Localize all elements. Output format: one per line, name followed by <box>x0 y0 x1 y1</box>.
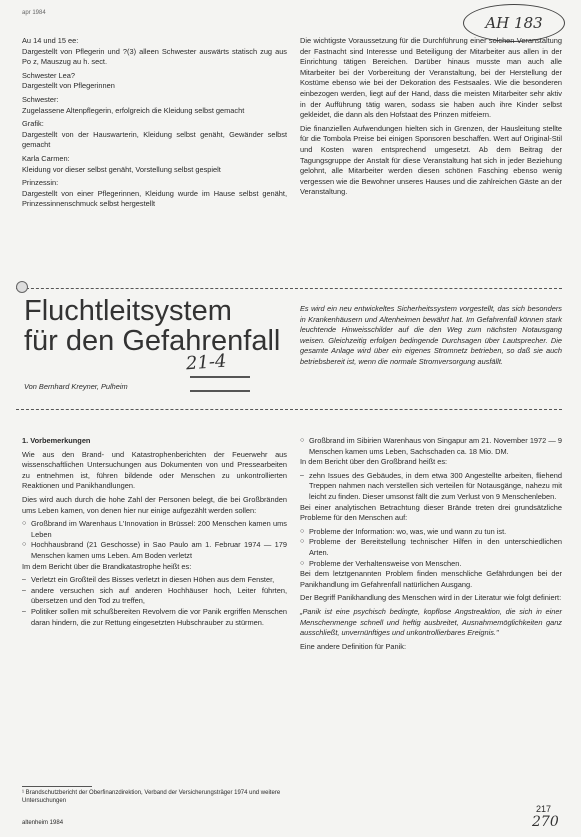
top-left-column <box>22 36 287 213</box>
footer-page-number: 217 <box>536 804 552 814</box>
report-list <box>22 575 287 628</box>
role-label: Karla Carmen: <box>22 153 70 163</box>
body-paragraph: Im dem Bericht über die Brandkatastrophe heißt es: <box>22 561 192 571</box>
list-item: ○ Probleme der Information: wo, was, wie und wann zu tun ist. <box>300 527 562 538</box>
role-description: Dargestellt von der Hauswarterin, Kleidung selbst genäht, Gewänder selbst gemacht <box>22 129 287 150</box>
top-right-paragraph: Die wichtigste Voraussetzung für die Durchführung einer solchen Veranstaltung der Fastnacht sind Interesse und Beteiligung der Mitarbeiter aus allen in der Einrichtung tätigen Bereichen. Darüber hinaus musste man auch alle Mitarbeiter bei der Vorbereitung der Veranstaltung, bei der Herstellung der Kostüme ebenso wie bei der Dekoration des Festsaales. Wie die besonderen einbezogen werden, liegt auf der Hand, dass die meisten Mitarbeiter sehr aktiv in der Aufführung tätig waren, sodass sie haben auch ihre Kinder selbst gekleidet, die dann als den Hofstaat des Prinzen mitfeiern. <box>300 36 562 120</box>
list-item: – Politiker sollen mit schußbereiten Revolvern die vor Panik ergriffen Menschen daran hindern, die zur Rettung eingesetzten Hubschrauber zu stürmen. <box>22 607 287 628</box>
footer-journal: altenheim 1984 <box>22 820 64 826</box>
handwritten-page-ref: 21-4 <box>185 350 228 375</box>
body-paragraph: Bei dem letztgenannten Problem finden menschliche Gefährdungen bei der Panikhandlung im Gefahrenfall natürlichen Ausgang. <box>300 569 562 589</box>
archive-stamp: AH 183 <box>463 4 565 42</box>
role-description: Kleidung vor dieser selbst genäht, Vorstellung selbst gespielt <box>22 164 221 174</box>
casualty-list <box>300 436 562 457</box>
list-item: – Verletzt ein Großteil des Bisses verletzt in diesen Höhen aus dem Fenster, <box>22 575 287 586</box>
list-item: ○ Probleme der Bereitstellung technischer Hilfen in den unterschiedlichen Arten. <box>300 537 562 558</box>
report-list <box>300 471 562 503</box>
body-paragraph: Dies wird auch durch die hohe Zahl der Personen belegt, die bei Großbränden ums Leben kamen, von denen hier nur einige aufgezählt werden sollen: <box>22 494 287 515</box>
author-line: Von Bernhard Kreyner, Pulheim <box>24 382 128 391</box>
list-item: – zehn Issues des Gebäudes, in dem etwa 300 Angestellte arbeiten, fliehend Treppen nahmen nach verstellen sich verteilen für Notausgänge, nahezu mit leicht zu finden. Dieser umsonst fällt die zum Verlust von 9 Menschenleben. <box>300 471 562 503</box>
top-right-column <box>300 36 562 198</box>
list-item: ○ Probleme der Verhaltensweise von Menschen. <box>300 559 562 570</box>
footnote: ¹ Brandschutzbericht der Oberfinanzdirektion, Verband der Versicherungsträger 1974 und weitere Untersuchungen <box>22 790 281 804</box>
footnote-rule <box>22 786 92 787</box>
body-paragraph: In dem Bericht über den Großbrand heißt es: <box>300 457 448 467</box>
section-divider <box>16 409 562 410</box>
list-item: ○ Hochhausbrand (21 Geschosse) in Sao Paulo am 1. Februar 1974 — 179 Menschen kamen ums Leben. Am Boden verletzt <box>22 540 287 561</box>
role-description: Dargestellt von Pflegerin und ?(3) alleen Schwester auswärts statisch zug aus Po z, Mauszug au h. sect. <box>22 46 287 67</box>
list-item: ○ Großbrand im Sibirien Warenhaus von Singapur am 21. November 1972 — 9 Menschen kamen ums Leben, Sachschaden ca. 18 Mio. DM. <box>300 436 562 457</box>
article-abstract: Es wird ein neu entwickeltes Sicherheitssystem vorgestellt, das sich besonders in Krankenhäusern und Altenheimen bewährt hat. Im Gefahrenfall können stark leuchtende Hinweisschilder auf die den Weg zum nächsten Notausgang weisen. Gleichzeitig erfolgen bedingende Durchsagen über Lautsprecher. Die gesamte Anlage wird über ein eigenes Stromnetz betrieben, so daß sie auch betriebsbereit ist, wenn die normale Stromversorgung ausfällt. <box>300 304 562 366</box>
role-label: Grafik: <box>22 119 44 129</box>
casualty-list <box>22 519 287 561</box>
handwritten-folio: 270 <box>532 814 559 830</box>
role-label: Prinzessin: <box>22 178 59 188</box>
role-description: Dargestellt von einer Pflegerinnen, Kleidung wurde im Hause selbst genäht, Prinzessinnenschmuck selbst hergestellt <box>22 188 287 209</box>
panic-definition-quote: „Panik ist eine psychisch bedingte, kopflose Angstreaktion, die sich in einer Menschenmenge schnell und heftig ausbreitet, Ausnahmemöglichkeiten ganz ausschließt, unvernünftiges und unkontrollierbares Ereignis." <box>300 606 562 638</box>
punch-hole-icon <box>16 281 28 293</box>
section-divider <box>16 288 562 289</box>
body-paragraph: Der Begriff Panikhandlung des Menschen wird in der Literatur wie folgt definiert: <box>300 593 562 603</box>
role-description: Dargestellt von Pflegerinnen <box>22 81 115 91</box>
list-item: ○ Großbrand im Warenhaus L'Innovation in Brüssel: 200 Menschen kamen ums Leben <box>22 519 287 540</box>
problem-list <box>300 527 562 569</box>
top-right-paragraph: Die finanziellen Aufwendungen hielten sich in Grenzen, der Hausleitung stellte für die Tombola Preise bei einigen Sponsoren beschaffen. Wert auf Original-Stil und Kosten waren entsprechend umgesetzt. Ab dem Beitrag der Tagungsgruppe der Anstalt für diese Veranstaltung hat sich in jeder Beziehung gelohnt, alle Mitarbeiter werden diesen schönen Fasching ebenso wenig vergessen wie die Bewohner unseres Hauses und die zahlreichen Gäste an der Veranstaltung. <box>300 123 562 197</box>
body-right-column <box>300 436 562 652</box>
section-heading: 1. Vorbemerkungen <box>22 436 91 445</box>
body-paragraph: Bei einer analytischen Betrachtung dieser Brände treten drei grundsätzliche Probleme für den Menschen auf: <box>300 502 562 523</box>
body-paragraph: Eine andere Definition für Panik: <box>300 641 406 651</box>
body-paragraph: Wie aus den Brand- und Katastrophenberichten der Feuerwehr aus wissenschaftlichen Untersuchungen aus Dokumenten von und Pressearbeiten zu entnehmen ist, führen bildende oder Menschen zu unkontrollierten Reaktionen und Panikhandlungen. <box>22 449 287 491</box>
role-description: Zugelassene Altenpflegerin, erfolgreich die Kleidung selbst gemacht <box>22 105 245 115</box>
role-label: Schwester Lea? <box>22 70 75 80</box>
article-title: Fluchtleitsystem für den Gefahrenfall <box>24 295 281 357</box>
body-left-column <box>22 436 287 628</box>
list-item: – andere versuchen sich auf anderen Hochhäuser hoch, Leiter führten, übersetzen und den Tod zu treffen, <box>22 586 287 607</box>
running-header: apr 1984 <box>22 10 46 16</box>
role-label: Au 14 und 15 ee: <box>22 36 79 45</box>
role-label: Schwester: <box>22 94 59 104</box>
